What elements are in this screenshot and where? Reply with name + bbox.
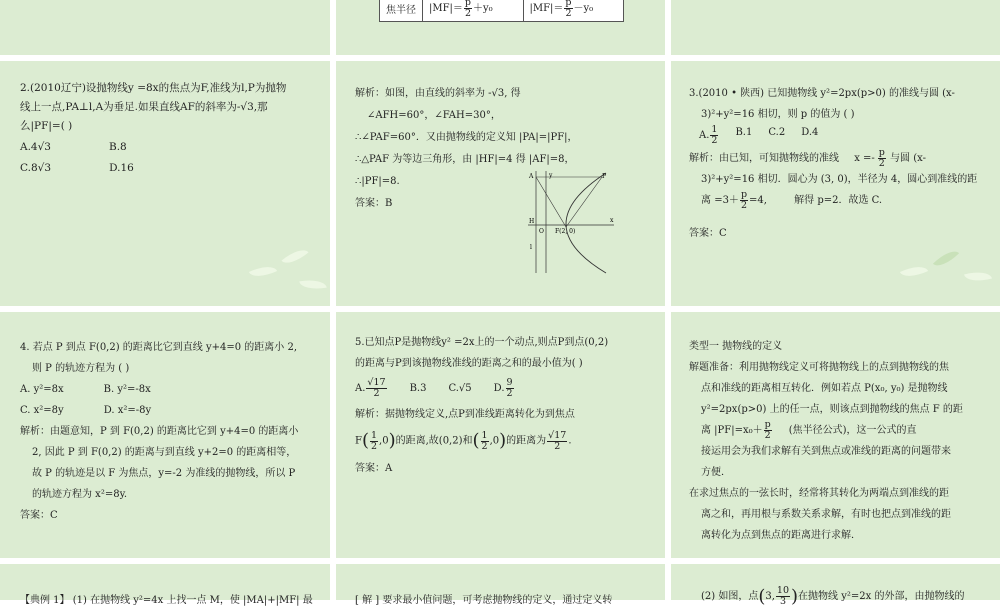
option-a: A. $\frac{√17}{2}$ [355,377,386,399]
option-b: B. y²=-8x [103,384,151,395]
option-d: D. x²=-8y [103,405,152,416]
table-cell-upward: |MF|＝ $\frac{p}{2}$ ＋y₀ [423,0,524,22]
slide-top-left [0,0,330,55]
option-a: A. $\frac{1}{2}$ [699,124,718,146]
option-d: D.16 [109,162,134,174]
question-2-text: 2.(2010辽宁)设抛物线y =8x的焦点为F,准线为l,P为抛物 线上一点,PA⊥l,A为垂足.如果直线AF的斜率为-√3,那 么|PF|=( ) A.4√3 B.8 C.8√3 D.16 [20,78,320,179]
fig-label-a: A [529,173,534,180]
fig-label-h: H [529,218,535,225]
table-label: 焦半径 [380,0,423,22]
option-d: D. $\frac{9}{2}$ [493,377,513,399]
slide-type-1 [671,312,1000,558]
slide-question-3 [671,61,1000,306]
question-5-text: 5.已知点P是抛物线y² =2x上的一个动点,则点P到点(0,2) 的距离与P到该抛物线准线的距离之和的最小值为( ) A. $\frac{√17}{2}$ B.3 C.√5 D. $\frac{9}{2}$ 解析：据抛物线定义,点P到准线距离转化为到焦点 F( $\frac{1}{2}$ ,0)的距离,故(0,2)和( $\frac{1}{2}$ ,0)的距离为 $\frac{√17}{2}$ . 答案：A [355,332,655,479]
answer: 答案：A [355,462,393,474]
leaf-decoration [299,277,327,292]
slide-solution-2 [336,61,665,306]
type-1-text: 类型一 抛物线的定义 解题准备：利用抛物线定义可将抛物线上的点到抛物线的焦 点和准线的距离相互转化．例如若点 P(x₀, y₀) 是抛物线 y²=2px(p>0) 上的任一点，则该点到抛物线的焦点 F 的距 离 |PF|=x₀＋ $\frac{p}{2}$ (焦半径公式)，这一公式的直 接运用会为我们求解有关到焦点或准线的距离的问题带来 方便． 在求过焦点的一弦长时，经常将其转化为两端点到准线的距 离之和，再用根与系数关系求解，有时也把点到准线的距 离转化为点到焦点的距离进行求解． [689,336,994,546]
fig-label-p: P [602,173,607,180]
slide-solution-example [336,564,665,606]
option-c: C.2 [768,127,786,138]
solution-example-text: [ 解 ] 要求最小值问题，可考虑抛物线的定义，通过定义转 [355,595,613,606]
slide-top-middle [336,0,665,55]
slide-example-part-2 [671,564,1000,607]
leaf-decoration [249,261,277,282]
fig-label-l: l [530,244,532,251]
solution-2-text: 解析：如图，由直线的斜率为 -√3, 得 ∠AFH=60°，∠FAH=30°， ∴∠PAF=60°．又由抛物线的定义知 |PA|=|PF|， ∴△PAF 为等边三角形，由 |HF|=4 得 |AF|=8， ∴|PF|=8. 答案：B [355,83,655,215]
fig-label-y: y [549,172,553,179]
answer: 答案：C [20,510,58,521]
slide-question-4 [0,312,330,558]
question-4-text: 4. 若点 P 到点 F(0,2) 的距离比它到直线 y+4=0 的距离小 2, 则 P 的轨迹方程为 ( ) A. y²=8x B. y²=-8x C. x²=8y D. x²=-8y 解析：由题意知，P 到 F(0,2) 的距离比它到 y+4=0 的距离小 2, 因此 P 到 F(0,2) 的距离与到直线 y+2=0 的距离相等， 故 P 的轨迹是以 F 为焦点，y=-2 为准线的抛物线，所以 P 的轨迹方程为 x²=8y. 答案：C [20,337,320,526]
slide-question-2 [0,61,330,306]
option-a: A.4√3 [20,141,51,153]
table-cell-downward: |MF|＝ $\frac{p}{2}$ －y₀ [523,0,624,22]
answer: 答案：C [689,228,727,239]
answer: 答案：B [355,198,393,209]
option-b: B.3 [409,383,427,394]
slide-example-1 [0,564,330,606]
section-title: 类型一 抛物线的定义 [689,341,783,352]
leaf-decoration [900,261,928,282]
parabola-figure [526,169,616,274]
leaf-decoration [964,268,992,285]
option-b: B.1 [735,127,753,138]
slide-top-right [671,0,1000,55]
slide-question-5 [336,312,665,558]
fig-label-f: F(2, 0) [555,228,576,235]
option-d: D.4 [801,127,819,138]
example-1-text: 【典例 1】 (1) 在抛物线 y²=4x 上找一点 M，使 |MA|+|MF| 最 [20,595,313,606]
question-3-text: 3.(2010 • 陕西) 已知抛物线 y²=2px(p>0) 的准线与圆 (x- 3)²+y²=16 相切，则 p 的值为 ( ) A. $\frac{1}{2}$ B.1 C.2 D.4 解析：由已知，可知抛物线的准线 x =- $\frac{p}{2}$ 与圆 (x- 3)²+y²=16 相切．圆心为 (3, 0)，半径为 4，圆心到准线的距 离 =3＋ $\frac{p}{2}$ =4, 解得 p=2．故选 C. 答案：C [689,83,994,244]
option-a: A. y²=8x [20,384,64,395]
option-c: C.√5 [448,383,472,394]
leaf-decoration [282,244,309,269]
fig-label-x: x [610,217,614,224]
option-c: C.8√3 [20,162,52,174]
leaf-decoration [933,245,959,271]
example-part-2-text: (2) 如图，点(3, $\frac{10}{3}$ )在抛物线 y²=2x 的外部，由抛物线的 [701,585,965,607]
fig-label-o: O [539,228,544,235]
focal-radius-table [379,0,624,22]
option-c: C. x²=8y [20,405,64,416]
option-b: B.8 [108,141,127,153]
